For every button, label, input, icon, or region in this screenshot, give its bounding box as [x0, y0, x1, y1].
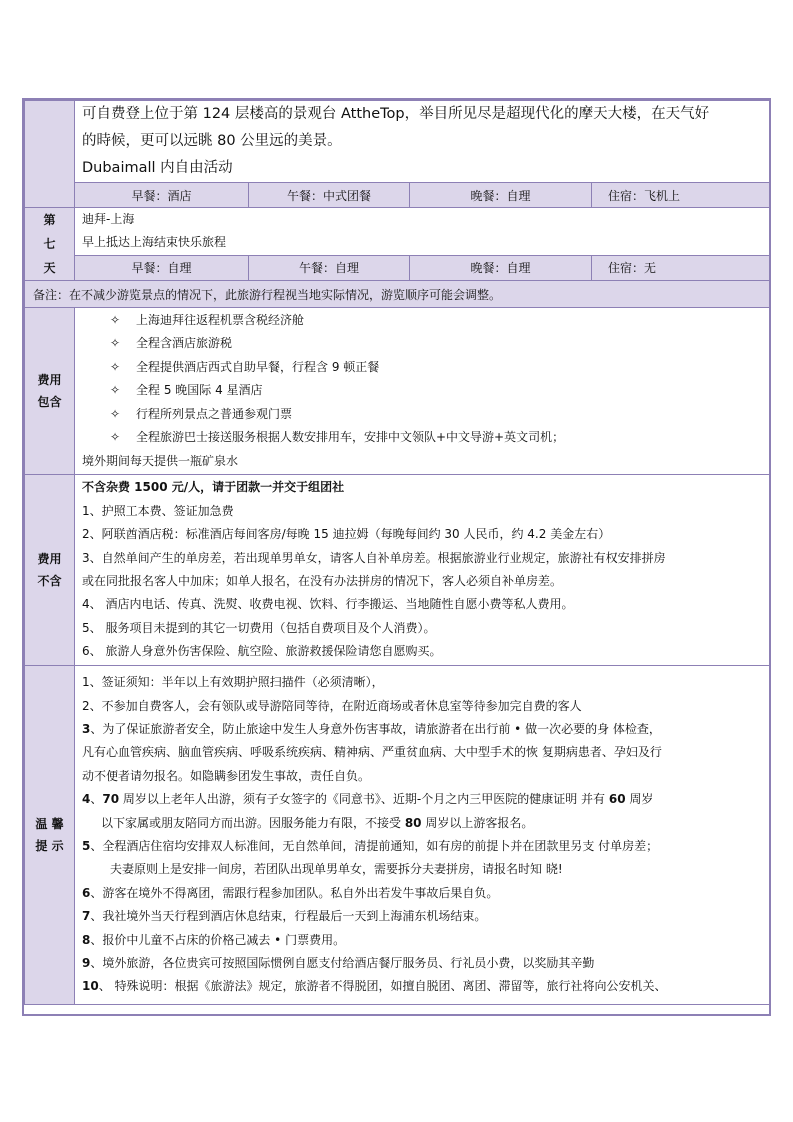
diamond-bullet-icon: ✧	[110, 383, 121, 398]
tip-emphasis: 60	[608, 792, 626, 807]
tip-text: 周岁	[625, 792, 654, 807]
excluded-item: 2、阿联酋酒店税：标准酒店每间客房/每晚 15 迪拉姆（每晚每间约 30 人民币，约 4.2 美金左右）	[82, 527, 611, 542]
day7-route: 迪拜-上海	[82, 212, 135, 227]
day6-dinner: 晚餐：自理	[410, 183, 592, 208]
tip-emphasis: 70	[102, 792, 120, 807]
tip-item: 夫妻原则上是安排一间房，若团队出现单男单女，需要拆分夫妻拼房，请报名时知 晓!	[110, 862, 563, 877]
tips-label	[25, 666, 75, 1005]
tip-item	[82, 718, 762, 741]
included-item-text: 行程所列景点之普通参观门票	[136, 406, 293, 421]
day7-description	[75, 208, 770, 256]
included-item-text: 全程 5 晚国际 4 星酒店	[136, 383, 263, 398]
day6-lunch: 午餐：中式团餐	[249, 183, 410, 208]
included-item-text: 全程旅游巴士接送服务根据人数安排用车，安排中文领队+中文导游+英文司机；	[136, 430, 565, 445]
diamond-bullet-icon: ✧	[110, 359, 121, 374]
tip-text: 周岁以上游客报名。	[421, 815, 534, 830]
day6-hotel: 住宿：飞机上	[592, 183, 770, 208]
tip-number: 5	[82, 839, 91, 853]
excluded-item: 或在同批报名客人中加床；如单人报名，在没有办法拼房的情况下，客人必须自补单房差。	[82, 574, 563, 588]
excluded-content	[75, 475, 770, 666]
tip-emphasis: 80	[404, 815, 422, 830]
day6-breakfast: 早餐：酒店	[75, 183, 249, 208]
excluded-label-line: 费用	[37, 552, 62, 566]
excluded-headline: 不含杂费 1500 元/人，请于团款一并交于组团社	[82, 480, 345, 495]
excluded-item: 6、 旅游人身意外伤害保险、航空险、旅游救援保险请您自愿购买。	[82, 644, 442, 659]
tip-item	[82, 835, 762, 858]
tip-item	[82, 905, 762, 928]
excluded-item: 1、护照工本费、签证加急费	[82, 503, 234, 518]
included-item-text: 全程含酒店旅游税	[136, 336, 233, 351]
included-item	[82, 356, 762, 379]
itinerary-note: 备注：在不减少游览景点的情况下，此旅游行程视当地实际情况，游览顺序可能会调整。	[25, 281, 770, 308]
included-item-text: 全程提供酒店西式自助早餐，行程含 9 顿正餐	[136, 359, 380, 374]
tip-text: 、 特殊说明：根据《旅游法》规定，旅游者不得脱团，如擅自脱团、离团、滞留等，旅行社将向公安机关、	[98, 979, 667, 994]
day7-desc: 早上抵达上海结束快乐旅程	[82, 235, 227, 250]
tip-text: 、全程酒店住宿均安排双人标准间，无自然单间，清提前通知，如有房的前提卜并在团款里另支 付单房差；	[90, 839, 659, 853]
tip-text: 、我社境外当天行程到酒店休息结束，行程最后一天到上海浦东机场结束。	[90, 909, 487, 924]
itinerary-table	[22, 98, 771, 1016]
tip-number: 9	[82, 956, 91, 971]
tip-item: 凡有心血管疾病、脑血管疾病、呼吸系统疾病、精神病、严重贫血病、大中型手术的恢 复期病患者、孕妇及行	[82, 745, 662, 760]
tip-item	[82, 788, 762, 811]
tip-text: 、为了保证旅游者安全，防止旅途中发生人身意外伤害事故，请旅游者在出行前 • 做一次必要的身 体检查，	[90, 721, 661, 736]
diamond-bullet-icon: ✧	[110, 313, 121, 328]
day6-desc-line: 的時候，更可以远眺 80 公里远的美景。	[82, 133, 342, 149]
tip-number: 3	[82, 721, 91, 736]
tip-text: 、	[90, 792, 103, 807]
diamond-bullet-icon: ✧	[110, 430, 121, 445]
excluded-row	[25, 475, 770, 666]
included-item-text: 上海迪拜往返程机票含税经济舱	[136, 313, 305, 328]
tips-label-line: 提 示	[35, 839, 64, 853]
day6-meals-row	[25, 183, 770, 208]
day7-label-char: 第	[43, 213, 56, 227]
tip-text: 、报价中儿童不占床的价格己减去 • 门票费用。	[90, 932, 346, 947]
tip-item: 动不便者请勿报名。如隐瞒参团发生事故，责任自负。	[82, 768, 371, 783]
included-item	[82, 379, 762, 402]
day7-label-char: 天	[43, 261, 56, 275]
day7-description-row	[25, 208, 770, 256]
tips-row	[25, 666, 770, 1005]
included-content	[75, 308, 770, 475]
tip-item	[82, 975, 762, 998]
tip-text: 以下家属或朋友陪同方而出游。因服务能力有限，不接受	[101, 815, 405, 830]
included-extra: 境外期间每天提供一瓶矿泉水	[82, 453, 239, 468]
day6-desc-line: 可自费登上位于第 124 层楼高的景观台 AttheTop，举目所见尽是超现代化的摩天大楼，在天气好	[82, 106, 710, 122]
tip-item: 1、签证须知：半年以上有效期护照扫描件（必须清晰），	[82, 675, 384, 690]
tip-text: 周岁以上老年人出游，须有子女签字的《同意书》、近期-个月之内三甲医院的健康证明 并有	[119, 792, 609, 807]
day7-breakfast: 早餐：自理	[75, 255, 249, 280]
excluded-item: 3、自然单间产生的单房差，若出现单男单女，请客人自补单房差。根据旅游业行业规定，旅游社有权安排拼房	[82, 550, 666, 565]
day7-lunch: 午餐：自理	[249, 255, 410, 280]
diamond-bullet-icon: ✧	[110, 406, 121, 421]
tip-number: 8	[82, 932, 91, 947]
day7-meals-row	[25, 255, 770, 280]
included-item	[82, 403, 762, 426]
excluded-label-line: 不含	[37, 574, 62, 588]
day7-label-char: 七	[43, 237, 56, 251]
excluded-item: 4、 酒店内电话、传真、洗熨、收费电视、饮料、行李搬运、当地随性自愿小费等私人费用。	[82, 597, 574, 612]
day6-description-row	[25, 101, 770, 183]
included-item	[82, 332, 762, 355]
tip-number: 6	[82, 885, 91, 900]
note-row	[25, 281, 770, 308]
tip-item	[82, 812, 762, 835]
tips-content	[75, 666, 770, 1005]
diamond-bullet-icon: ✧	[110, 336, 121, 351]
tip-item: 2、不参加自费客人，会有领队或导游陪同等待，在附近商场或者休息室等待参加完自费的客人	[82, 698, 582, 713]
included-label	[25, 308, 75, 475]
included-row	[25, 308, 770, 475]
tip-number: 7	[82, 909, 91, 924]
included-item	[82, 309, 762, 332]
excluded-item: 5、 服务项目未提到的其它一切费用（包括自费项目及个人消费）。	[82, 620, 436, 635]
day6-description	[75, 101, 770, 183]
day6-desc-line: Dubaimall 内自由活动	[82, 160, 233, 176]
tip-item	[82, 882, 762, 905]
day6-label-cell	[25, 101, 75, 208]
tip-number: 4	[82, 792, 91, 807]
tip-text: 、境外旅游，各位贵宾可按照国际惯例自愿支付给酒店餐厅服务员、行礼员小费，以奖励其辛勤	[90, 956, 595, 971]
tip-item	[82, 929, 762, 952]
day7-label	[25, 208, 75, 281]
included-label-line: 包含	[37, 395, 62, 409]
included-item	[82, 426, 762, 449]
tip-text: 、游客在境外不得离团，需跟行程参加团队。私自外出若发牛事故后果自负。	[90, 885, 499, 900]
day7-dinner: 晚餐：自理	[410, 255, 592, 280]
tip-number: 10	[82, 979, 99, 994]
tip-item	[82, 952, 762, 975]
day7-hotel: 住宿：无	[592, 255, 770, 280]
tips-label-line: 温 馨	[35, 817, 64, 831]
included-label-line: 费用	[37, 373, 62, 387]
excluded-label	[25, 475, 75, 666]
